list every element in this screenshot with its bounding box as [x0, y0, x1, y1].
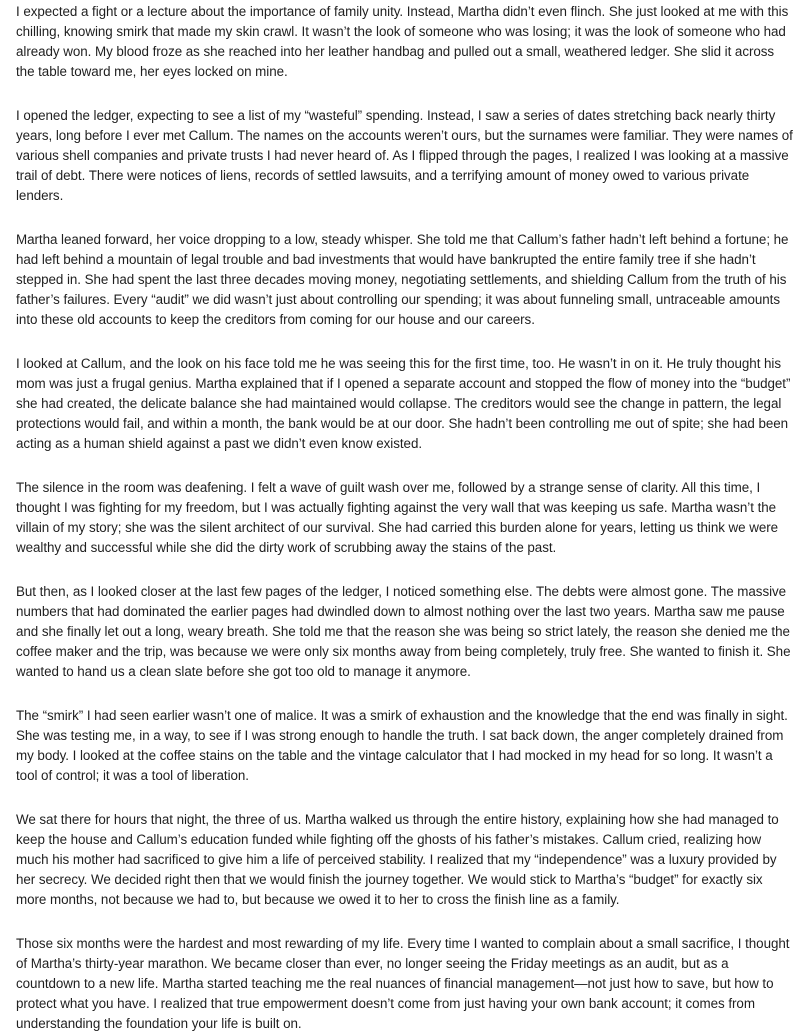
paragraph-1: I expected a fight or a lecture about the importance of family unity. Instead, Martha didn’t even flinch. She just looked at me with this chilling, knowing smirk that made my skin crawl. It wasn’t the look of someone who was losing; it was the look of someone who had already won. My blood froze as she reached into her leather handbag and pulled out a small, weathered ledger. She slid it across the table toward me, her eyes locked on mine. [16, 4, 789, 79]
paragraph-6: But then, as I looked closer at the last few pages of the ledger, I noticed something else. The debts were almost gone. The massive numbers that had dominated the earlier pages had dwindled down to almost nothing over the last two years. Martha saw me pause and she finally let out a long, weary breath. She told me that the reason she was being so strict lately, the reason she denied me the coffee maker and the trip, was because we were only six months away from being completely, truly free. She wanted to finish it. She wanted to hand us a clean slate before she got too old to manage it anymore. [16, 584, 791, 679]
paragraph-5: The silence in the room was deafening. I felt a wave of guilt wash over me, followed by a strange sense of clarity. All this time, I thought I was fighting for my freedom, but I was actually fighting against the very wall that was keeping us safe. Martha wasn’t the villain of my story; she was the silent architect of our survival. She had carried this burden alone for years, letting us think we were wealthy and successful while she did the dirty work of scrubbing away the stains of the past. [16, 480, 779, 555]
paragraph-2: I opened the ledger, expecting to see a list of my “wasteful” spending. Instead, I saw a series of dates stretching back nearly thirty years, long before I ever met Callum. The names on the accounts weren’t ours, but the surnames were familiar. They were names of various shell companies and private trusts I had never heard of. As I flipped through the pages, I realized I was looking at a massive trail of debt. There were notices of liens, records of settled lawsuits, and a terrifying amount of money owed to various private lenders. [16, 108, 793, 203]
paragraph-4: I looked at Callum, and the look on his face told me he was seeing this for the first time, too. He wasn’t in on it. He truly thought his mom was just a frugal genius. Martha explained that if I opened a separate account and stopped the flow of money into the “budget” she had created, the delicate balance she had maintained would collapse. The creditors would see the change in pattern, the legal protections would fail, and within a month, the bank would be at our door. She hadn’t been controlling me out of spite; she had been acting as a human shield against a past we didn’t even know existed. [16, 356, 791, 451]
paragraph-9: Those six months were the hardest and most rewarding of my life. Every time I wanted to complain about a small sacrifice, I thought of Martha’s thirty-year marathon. We became closer than ever, no longer seeing the Friday meetings as an audit, but as a countdown to a new life. Martha started teaching me the real nuances of financial management—not just how to save, but how to protect what you have. I realized that true empowerment doesn’t come from just having your own bank account; it comes from understanding the foundation your life is built on. [16, 936, 790, 1031]
paragraph-3: Martha leaned forward, her voice dropping to a low, steady whisper. She told me that Callum’s father hadn’t left behind a fortune; he had left behind a mountain of legal trouble and bad investments that would have bankrupted the entire family tree if she hadn’t stepped in. She had spent the last three decades moving money, negotiating settlements, and shielding Callum from the truth of his father’s failures. Every “audit” we did wasn’t just about controlling our spending; it was about funneling small, untraceable amounts into these old accounts to keep the creditors from coming for our house and our careers. [16, 232, 789, 327]
paragraph-8: We sat there for hours that night, the three of us. Martha walked us through the entire history, explaining how she had managed to keep the house and Callum’s education funded while fighting off the ghosts of his father’s mistakes. Callum cried, realizing how much his mother had sacrificed to give him a life of perceived stability. I realized that my “independence” was a luxury provided by her secrecy. We decided right then that we would finish the journey together. We would stick to Martha’s “budget” for exactly six more months, not because we had to, but because we owed it to her to cross the finish line as a family. [16, 812, 779, 907]
paragraph-7: The “smirk” I had seen earlier wasn’t one of malice. It was a smirk of exhaustion and the knowledge that the end was finally in sight. She was testing me, in a way, to see if I was strong enough to handle the truth. I sat back down, the anger completely drained from my body. I looked at the coffee stains on the table and the vintage calculator that I had mocked in my head for so long. It wasn’t a tool of control; it was a tool of liberation. [16, 708, 788, 783]
